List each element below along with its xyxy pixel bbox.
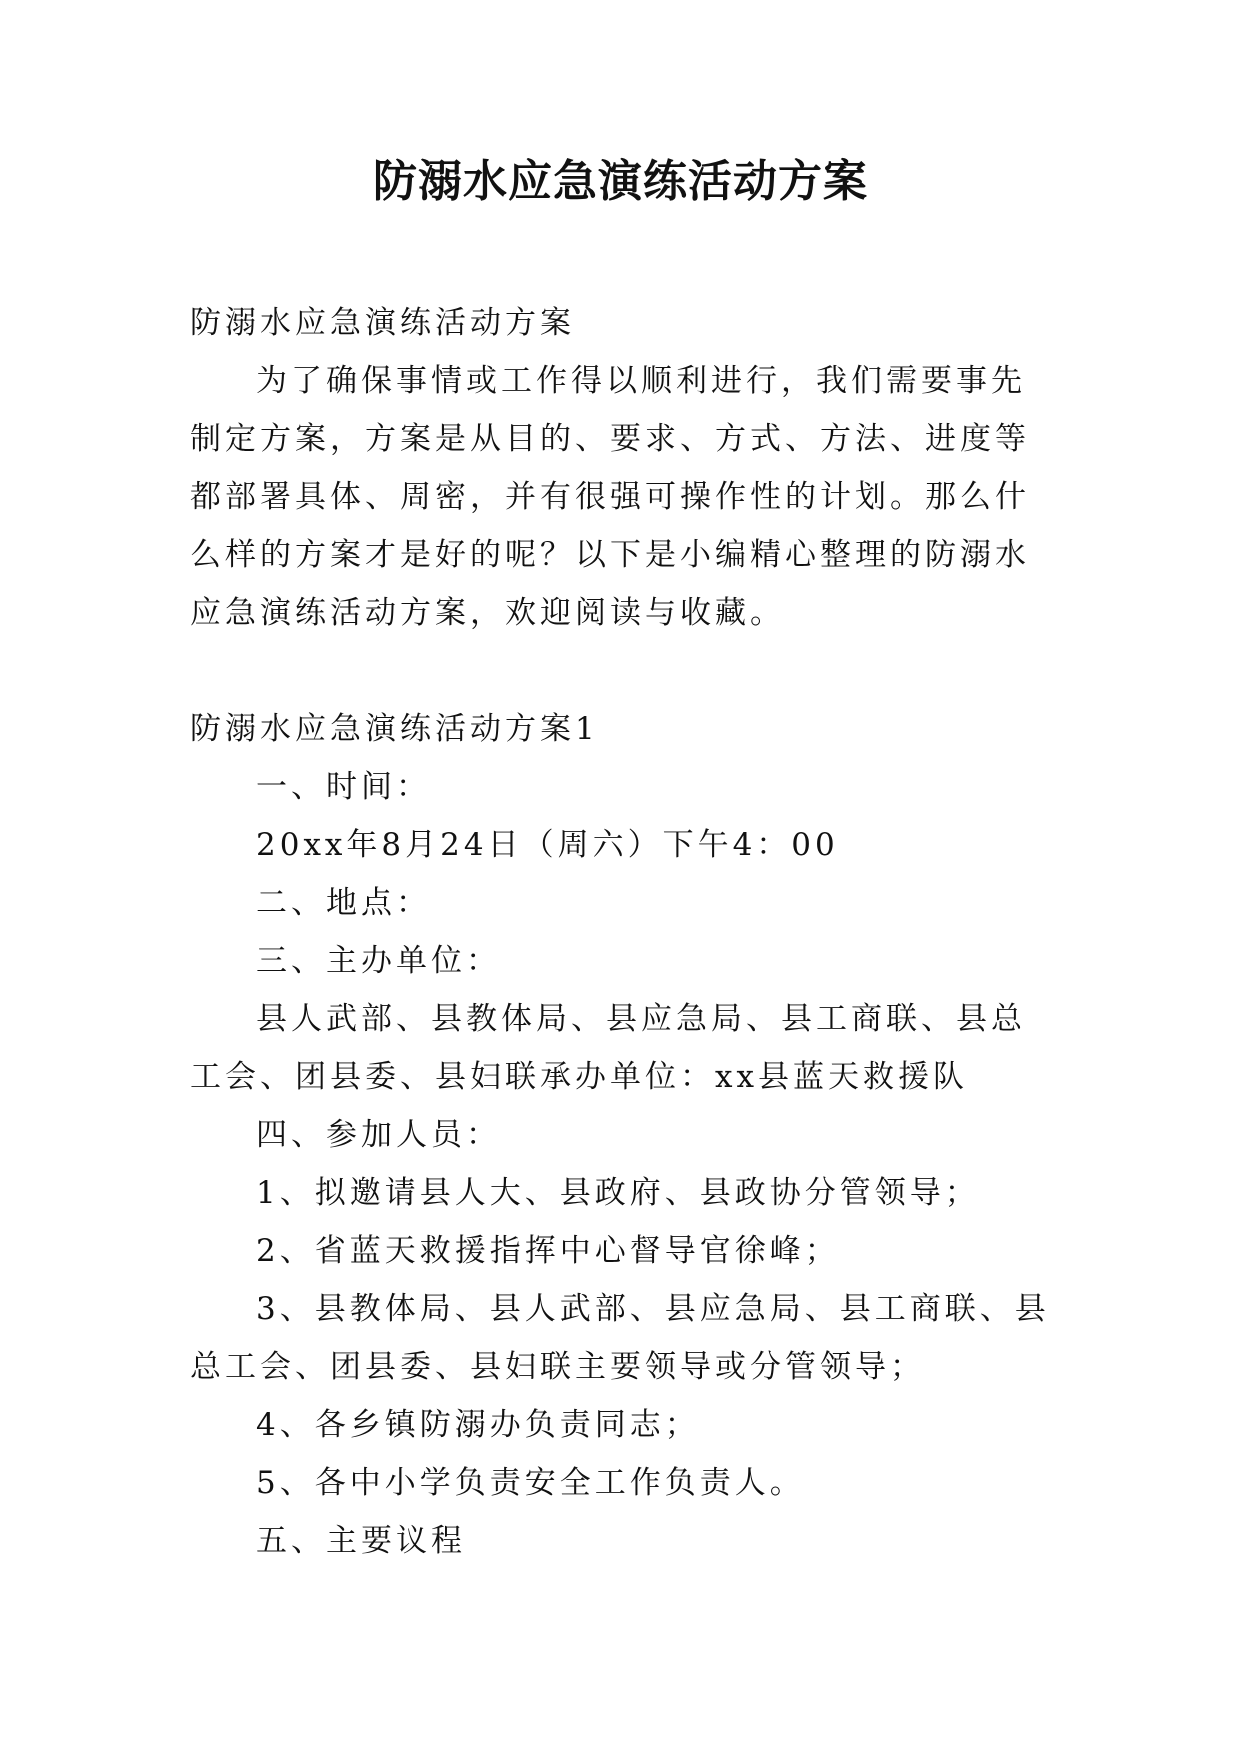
participants-label: 四、参加人员：	[256, 1117, 501, 1153]
document-body	[190, 294, 1058, 1570]
time-label: 一、时间：	[256, 769, 431, 805]
time-value: 20xx年8月24日（周六）下午4：00	[256, 827, 839, 863]
document-title: 防溺水应急演练活动方案	[373, 156, 868, 207]
document-subtitle: 防溺水应急演练活动方案	[190, 305, 575, 341]
place-label: 二、地点：	[256, 885, 431, 921]
participant-item: 1、拟邀请县人大、县政府、县政协分管领导；	[256, 1175, 980, 1211]
agenda-label: 五、主要议程	[256, 1523, 466, 1559]
intro-paragraph: 为了确保事情或工作得以顺利进行，我们需要事先制定方案，方案是从目的、要求、方式、方法、进度等都部署具体、周密，并有很强可操作性的计划。那么什么样的方案才是好的呢？以下是小编精心整理的防溺水应急演练活动方案，欢迎阅读与收藏。	[190, 363, 1030, 631]
participant-item: 5、各中小学负责安全工作负责人。	[256, 1465, 805, 1501]
participant-item: 2、省蓝天救援指挥中心督导官徐峰；	[256, 1233, 840, 1269]
section-heading: 防溺水应急演练活动方案1	[190, 711, 599, 747]
host-label: 三、主办单位：	[256, 943, 501, 979]
host-value: 县人武部、县教体局、县应急局、县工商联、县总工会、团县委、县妇联承办单位：xx县蓝天救援队	[190, 1001, 1026, 1095]
participant-item: 4、各乡镇防溺办负责同志；	[256, 1407, 700, 1443]
participant-item: 3、县教体局、县人武部、县应急局、县工商联、县总工会、团县委、县妇联主要领导或分管领导；	[190, 1291, 1050, 1385]
